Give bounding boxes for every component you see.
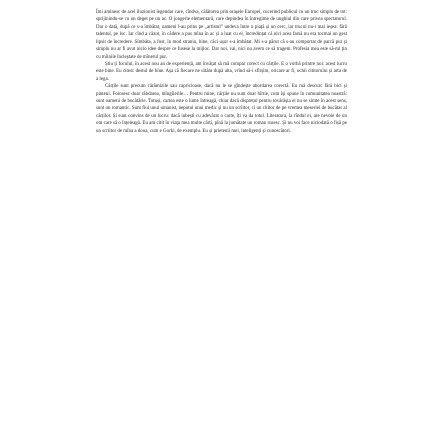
paragraph-1: Îmi aminesc de acel iluzionist legendar care, cîndva, călătorea prin orașele Europei, cucerind publicul cu un truc simplu de tot: sprijinindu-se cu un deget pe un ac. O jongerie elementară, care depindea în întregime de unghiul din care privea spectatorul. Dar o dată, după ce s-a îmbătat, oameni l-au prins pe „artistul” undeva între o piață și un cerc, iar trucul nu-i mai ieșea: fără talentul, pe loc. Iar cînd a căzut, în cădere a pus mîna în ac și a luat cu el, încredințat că nici acea farsă nu era tocmai un gest lipsit de încredere. Sîmbăta, a fost, în mod straniu, bine, căci ușor s-a îmbătat. Mi s-a părut că s-au comportat de parcă pur și simplu nu ar fi avut nicio idee despre ce fusese la mijloc. Dar noi, vai, nici nu avem ce să tragem. Profesia mea este să-mi țin cu mîinile încleștate de mînerul pur. [96,10,347,60]
paragraph-3: Cărțile sunt precum cărămizile sau capricioase, dacă nu le se gîndește abordarea corectă. Eu mă descurc fără bici și pinteni. Folosesc doar răbdarea, mîngîierile… Pentru mine, cărțile nu sunt doar hîrtie, cum își spune în comunitatea noastră: sunt oameni de bucătărie. Totuși, cartea este o lume întreagă, chiar dacă disprețul pentru tovărășia ei nu se simte în acest sens, sunt un romantic. Sunt fiul unui umanist, nepotul unui medic și nu un scriitor, ci un cititor de pe vremea meseriei de bucătar al cărților. Și sunt convins de un lucru: dacă iubești cu adevărat o carte, îți va da totul. Literatura, la rîndul ei, are nevoie de un om care să o înțeleagă. Eu am citit în viața mea multe cărți, pînă la jumătate un roman rusesc. Și nu voi face niciodată o fișă pe un scriitor de mîna a doua, cum e Gorki, de exemplu. Eu și prietenii mei, inteligenți și cunoscători. [96,84,347,134]
text-column [96,9,347,135]
paragraph-2: Știu ți focului, în acest nou an de experiență, am învățat să mă compar corect cu cărțile. E o vorbă printre noi: acest lucru este bine. Eu citesc destul de bine. Așa că fiecare ne uităm după alta, vrînd să-i sfîrșim, oricare ar fi, ochii cititorului și arta de a lega. [96,61,347,82]
